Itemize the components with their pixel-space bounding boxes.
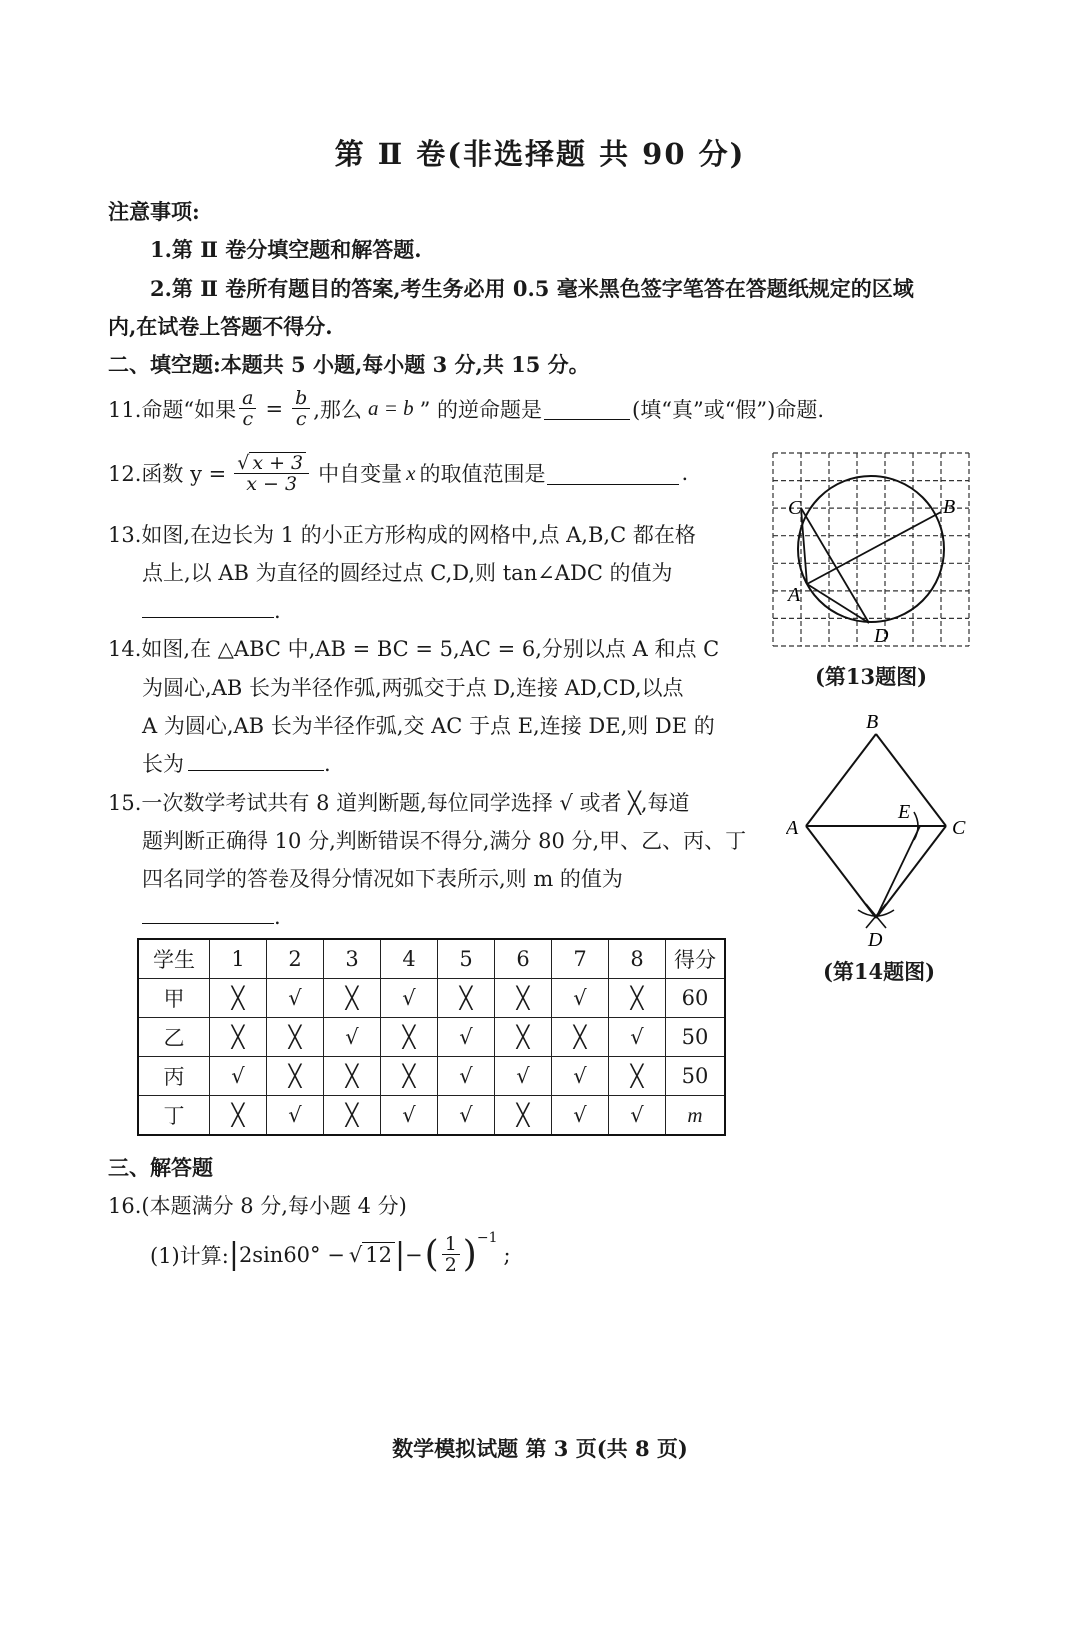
notice-item-2-line-1: 2.第 Ⅱ 卷所有题目的答案,考生务必用 0.5 毫米黑色签字笔答在答题纸规定的区域 (150, 276, 914, 301)
table-cell: √ (381, 979, 438, 1018)
q14-line-4 (142, 748, 331, 778)
q11-frac1-denominator: c (242, 408, 254, 430)
q16-part1-label: (1)计算: (150, 1243, 229, 1268)
notice-item-1: 1.第 Ⅱ 卷分填空题和解答题. (150, 237, 422, 262)
table-row (138, 1096, 725, 1136)
table-cell: ╳ (267, 1057, 324, 1096)
fig14-label-c: C (952, 817, 966, 839)
table-cell: ╳ (381, 1018, 438, 1057)
table-cell: ╳ (324, 1057, 381, 1096)
q14-answer-blank[interactable] (188, 748, 324, 771)
table-cell: ╳ (609, 1057, 666, 1096)
table-row (138, 979, 725, 1018)
q12-numerator: √ x + 3 (234, 452, 309, 474)
q16-part1-fraction (442, 1234, 460, 1275)
q13-answer-blank[interactable] (142, 595, 274, 618)
table-header-cell: 2 (267, 939, 324, 979)
q16-part1-end: ; (503, 1242, 511, 1267)
paren-left: ( (424, 1233, 439, 1275)
figure-13 (772, 452, 970, 652)
table-cell: 50 (666, 1018, 726, 1057)
table-cell: √ (438, 1096, 495, 1136)
q11-frac2-denominator: c (295, 408, 307, 430)
q16-part1-radicand: 12 (362, 1242, 395, 1267)
table-header-cell: 5 (438, 939, 495, 979)
q16-part1-expr-a: 2sin60° − (238, 1242, 345, 1267)
q15-line-1: 15.一次数学考试共有 8 道判断题,每位同学选择 √ 或者 ╳,每道 (108, 791, 690, 815)
q11-equals: = (265, 396, 284, 421)
table-header-cell: 4 (381, 939, 438, 979)
q12-denominator: x − 3 (246, 473, 298, 495)
q11-frac1-numerator: a (239, 388, 256, 409)
q16-part1-frac-num: 1 (442, 1234, 460, 1255)
figure-14 (786, 708, 976, 954)
q13-answer-line (142, 595, 281, 623)
segment-cd (801, 508, 869, 623)
q13-line-2: 点上,以 AB 为直径的圆经过点 C,D,则 tan∠ADC 的值为 (142, 561, 673, 585)
q16-line-1: 16.(本题满分 8 分,每小题 4 分) (108, 1194, 407, 1218)
fig13-label-d: D (874, 625, 889, 647)
q12-radicand: x + 3 (249, 452, 306, 473)
table-cell: ╳ (381, 1057, 438, 1096)
table-cell: √ (552, 1057, 609, 1096)
table-cell: √ (267, 979, 324, 1018)
section-solution-heading: 三、解答题 (108, 1155, 213, 1180)
table-cell: ╳ (210, 1018, 267, 1057)
table-cell: ╳ (210, 979, 267, 1018)
q16-part1-exponent: −1 (476, 1230, 498, 1246)
q11-answer-blank[interactable] (544, 397, 630, 420)
fig14-label-a: A (786, 817, 799, 839)
figure-14-diagram (786, 708, 976, 954)
q12-suffix: 的取值范围是 (419, 462, 546, 486)
q12-prefix: 12.函数 y = (108, 462, 227, 486)
segment-ad (807, 584, 869, 623)
section-fill-in-heading: 二、填空题:本题共 5 小题,每小题 3 分,共 15 分。 (108, 352, 590, 377)
notice-item-2-line-2: 内,在试卷上答题不得分. (108, 314, 333, 339)
table-cell: ╳ (324, 979, 381, 1018)
fig13-label-a: A (788, 584, 801, 606)
q11-fraction-b-over-c (292, 388, 310, 429)
table-cell: √ (438, 1057, 495, 1096)
q14-line-2: 为圆心,AB 长为半径作弧,两弧交于点 D,连接 AD,CD,以点 (142, 676, 684, 700)
q14-line-3: A 为圆心,AB 长为半径作弧,交 AC 于点 E,连接 DE,则 DE 的 (142, 714, 715, 738)
q12-variable: x (406, 460, 416, 485)
fig14-label-d: D (868, 929, 883, 951)
segment-de (876, 826, 920, 918)
segment-bc (876, 734, 946, 826)
score-table (137, 938, 726, 1136)
q12-fraction (234, 452, 309, 494)
table-cell: √ (609, 1018, 666, 1057)
table-cell: √ (210, 1057, 267, 1096)
segment-ab (807, 512, 941, 584)
table-cell: √ (438, 1018, 495, 1057)
table-cell: 甲 (138, 979, 210, 1018)
q11-fraction-a-over-c (239, 388, 256, 429)
q16-part1-expr-b: − (405, 1242, 423, 1267)
abs-bar-right: | (394, 1236, 406, 1272)
table-cell: 50 (666, 1057, 726, 1096)
q15-line-2: 题判断正确得 10 分,判断错误不得分,满分 80 分,甲、乙、丙、丁 (142, 829, 747, 853)
paren-right: ) (462, 1233, 477, 1275)
table-cell: √ (267, 1096, 324, 1136)
table-cell: 丙 (138, 1057, 210, 1096)
table-cell: √ (552, 1096, 609, 1136)
q16-part1-frac-den: 2 (444, 1254, 457, 1276)
table-header-cell: 学生 (138, 939, 210, 979)
q13-line-1: 13.如图,在边长为 1 的小正方形构成的网格中,点 A,B,C 都在格 (108, 523, 696, 547)
segment-ab (806, 734, 876, 826)
fig14-label-b: B (866, 711, 879, 733)
table-header-cell: 1 (210, 939, 267, 979)
table-header-cell: 8 (609, 939, 666, 979)
table-cell: ╳ (210, 1096, 267, 1136)
q15-line-3: 四名同学的答卷及得分情况如下表所示,则 m 的值为 (142, 867, 623, 891)
table-cell: ╳ (438, 979, 495, 1018)
figure-14-caption: (第14题图) (822, 959, 936, 984)
table-cell: 丁 (138, 1096, 210, 1136)
page-footer: 数学模拟试题 第 3 页(共 8 页) (392, 1436, 688, 1461)
page-title: 第 Ⅱ 卷(非选择题 共 90 分) (334, 137, 746, 171)
table-header-cell: 3 (324, 939, 381, 979)
segment-ad (806, 826, 876, 918)
table-cell: ╳ (495, 979, 552, 1018)
q14-line-4-text: 长为 (142, 752, 184, 776)
fig13-label-b: B (943, 496, 956, 518)
table-cell: √ (324, 1018, 381, 1057)
table-cell: ╳ (495, 1096, 552, 1136)
table-cell: √ (495, 1057, 552, 1096)
table-cell: ╳ (267, 1018, 324, 1057)
table-cell: ╳ (552, 1018, 609, 1057)
q14-line-1: 14.如图,在 △ABC 中,AB = BC = 5,AC = 6,分别以点 A 和点 C (108, 637, 720, 661)
q14-end: . (324, 752, 331, 776)
segment-cd (876, 826, 946, 918)
q16-part1-sqrt: √ 12 (349, 1242, 395, 1267)
q16-part-1 (150, 1230, 511, 1276)
table-row (138, 1018, 725, 1057)
q13-end: . (274, 599, 281, 623)
table-header-cell: 得分 (666, 939, 726, 979)
q11-frac2-numerator: b (292, 388, 310, 409)
question-12 (108, 452, 688, 494)
table-header-row (138, 939, 725, 979)
figure-13-diagram (772, 452, 970, 652)
table-cell: ╳ (495, 1018, 552, 1057)
q15-answer-line (142, 901, 281, 929)
table-header-cell: 6 (495, 939, 552, 979)
q11-suffix: ” 的逆命题是 (419, 397, 543, 422)
table-cell: 60 (666, 979, 726, 1018)
fig14-label-e: E (898, 801, 911, 823)
table-cell: ╳ (609, 979, 666, 1018)
q11-prefix: 11.命题“如果 (108, 397, 237, 422)
table-cell: √ (381, 1096, 438, 1136)
q11-tail: (填“真”或“假”)命题. (632, 397, 825, 422)
abs-bar-left: | (228, 1236, 239, 1272)
figure-13-caption: (第13题图) (814, 664, 928, 689)
q12-answer-blank[interactable] (547, 462, 679, 485)
q15-end: . (274, 905, 281, 929)
fig13-label-c: C (788, 497, 802, 519)
q11-expression: a = b (367, 396, 414, 420)
table-cell: ╳ (324, 1096, 381, 1136)
notice-heading: 注意事项: (108, 199, 200, 224)
q15-answer-blank[interactable] (142, 901, 274, 924)
table-cell: m (666, 1096, 726, 1136)
table-cell: 乙 (138, 1018, 210, 1057)
table-cell: √ (609, 1096, 666, 1136)
table-header-cell: 7 (552, 939, 609, 979)
table-cell: √ (552, 979, 609, 1018)
question-11 (108, 388, 824, 429)
q11-middle: ,那么 (313, 397, 362, 422)
q12-middle: 中自变量 (318, 462, 403, 486)
table-row (138, 1057, 725, 1096)
q12-end: . (681, 461, 689, 485)
